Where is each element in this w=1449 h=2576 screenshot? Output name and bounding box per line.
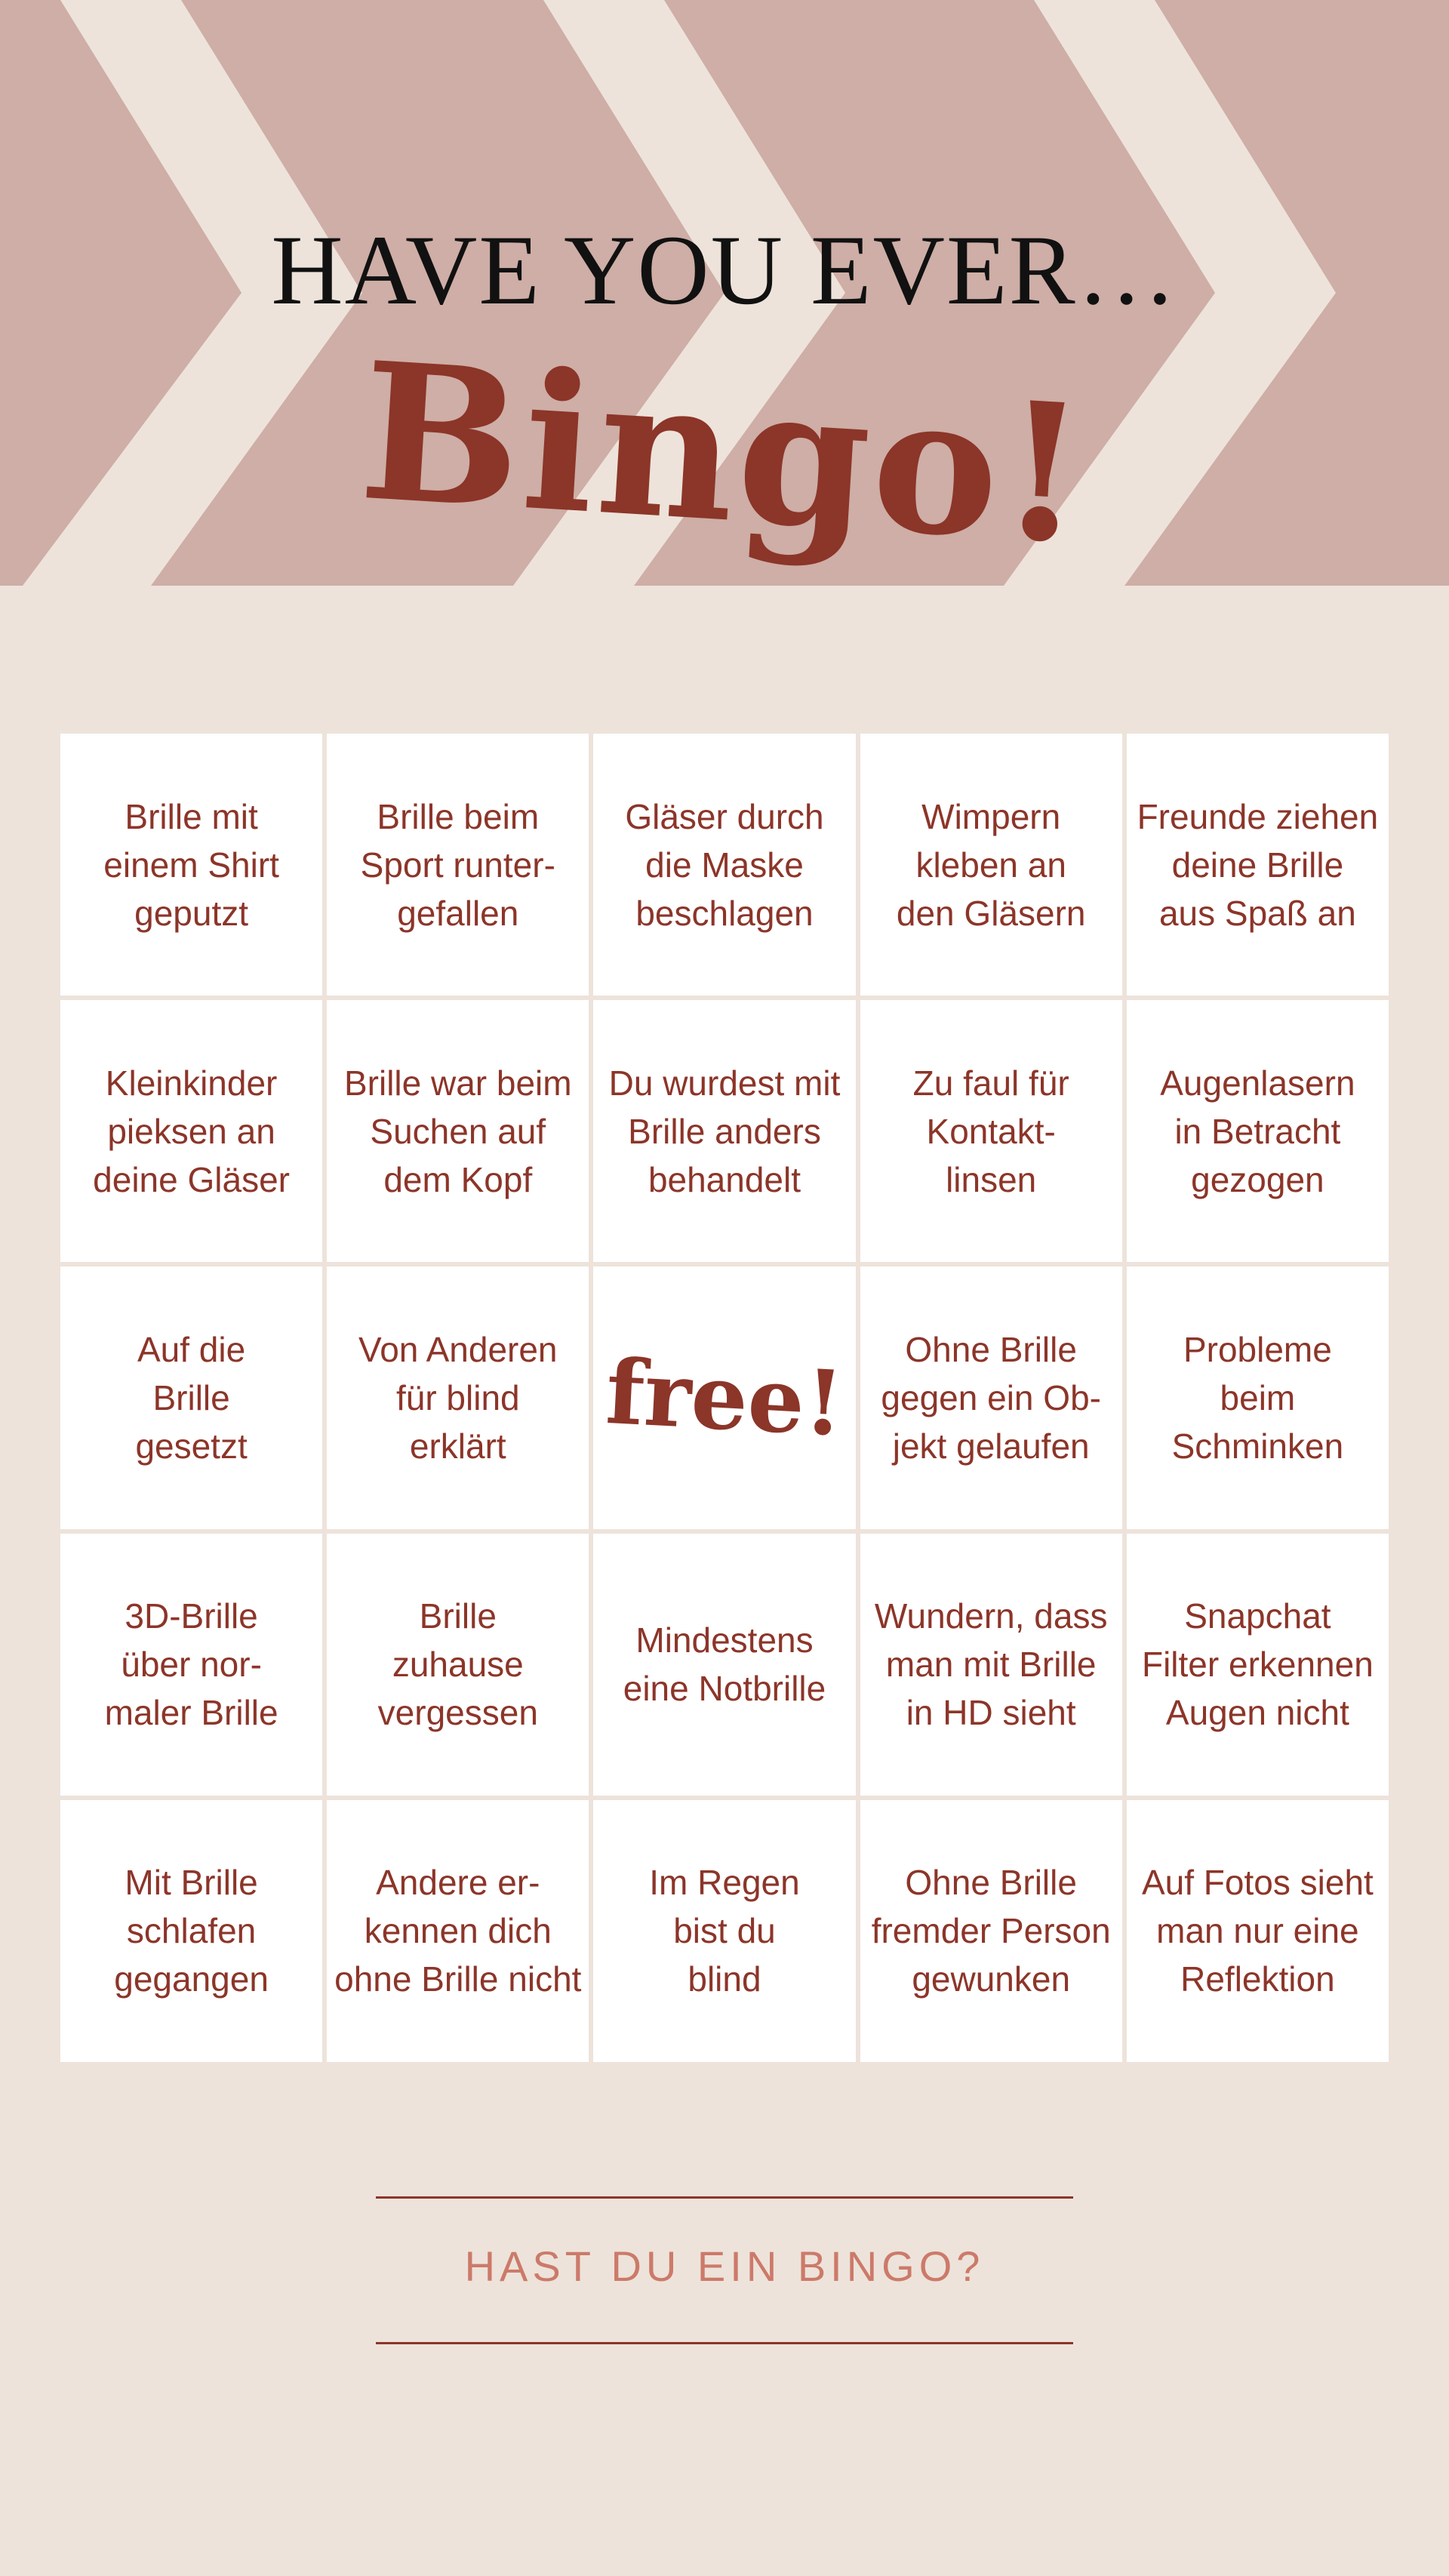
bingo-cell[interactable]: Gläser durch die Maske beschlagen — [593, 734, 855, 996]
bingo-cell[interactable]: Andere er- kennen dich ohne Brille nicht — [327, 1800, 589, 2062]
bingo-cell[interactable]: Brille beim Sport runter- gefallen — [327, 734, 589, 996]
bingo-cell[interactable]: Kleinkinder pieksen an deine Gläser — [60, 1000, 322, 1262]
bingo-cell[interactable]: Ohne Brille fremder Person gewunken — [860, 1800, 1122, 2062]
header-title: HAVE YOU EVER… — [271, 214, 1178, 325]
bingo-cell-free[interactable] — [593, 1266, 855, 1528]
bingo-cell[interactable]: Wimpern kleben an den Gläsern — [860, 734, 1122, 996]
bingo-cell[interactable]: Mit Brille schlafen gegangen — [60, 1800, 322, 2062]
bingo-cell[interactable]: Auf die Brille gesetzt — [60, 1266, 322, 1528]
bingo-cell[interactable]: Zu faul für Kontakt- linsen — [860, 1000, 1122, 1262]
footer-question: HAST DU EIN BINGO? — [464, 2242, 985, 2290]
bingo-cell[interactable]: Freunde ziehen deine Brille aus Spaß an — [1127, 734, 1389, 996]
bingo-cell[interactable]: Augenlasern in Betracht gezogen — [1127, 1000, 1389, 1262]
bingo-cell[interactable]: Du wurdest mit Brille anders behandelt — [593, 1000, 855, 1262]
divider-top — [376, 2196, 1073, 2199]
bingo-grid — [60, 734, 1389, 2062]
bingo-cell[interactable]: Brille mit einem Shirt geputzt — [60, 734, 322, 996]
bingo-cell[interactable]: Ohne Brille gegen ein Ob- jekt gelaufen — [860, 1266, 1122, 1528]
bingo-cell[interactable]: 3D-Brille über nor- maler Brille — [60, 1534, 322, 1796]
bingo-cell[interactable]: Brille zuhause vergessen — [327, 1534, 589, 1796]
divider-bottom — [376, 2342, 1073, 2344]
bingo-cell[interactable]: Auf Fotos sieht man nur eine Reflektion — [1127, 1800, 1389, 2062]
bingo-cell[interactable]: Probleme beim Schminken — [1127, 1266, 1389, 1528]
bingo-cell[interactable]: Mindestens eine Notbrille — [593, 1534, 855, 1796]
bingo-cell[interactable]: Von Anderen für blind erklärt — [327, 1266, 589, 1528]
bingo-cell[interactable]: Wundern, dass man mit Brille in HD sieht — [860, 1534, 1122, 1796]
free-label: free! — [603, 1338, 846, 1457]
bingo-title: Bingo! — [355, 319, 1094, 586]
header-banner — [0, 0, 1449, 586]
bingo-cell[interactable]: Snapchat Filter erkennen Augen nicht — [1127, 1534, 1389, 1796]
bingo-cell[interactable]: Im Regen bist du blind — [593, 1800, 855, 2062]
bingo-cell[interactable]: Brille war beim Suchen auf dem Kopf — [327, 1000, 589, 1262]
